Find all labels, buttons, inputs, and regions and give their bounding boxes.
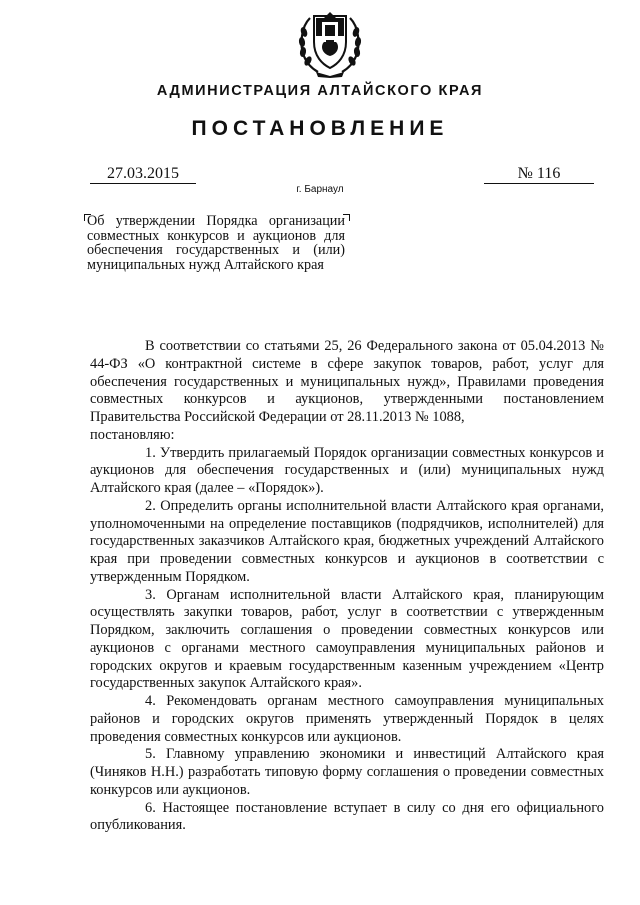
list-item: 1. Утвердить прилагаемый Порядок организации совместных конкурсов и аукционов для обеспечения государственных и (или) муниципальных нужд Алтайского края (далее – «Порядок»).	[90, 444, 604, 496]
list-item: 5. Главному управлению экономики и инвестиций Алтайского края (Чиняков Н.Н.) разработать типовую форму соглашения о проведении совместных конкурсов или аукционов.	[90, 746, 604, 798]
document-subject: Об утверждении Порядка организации совместных конкурсов и аукционов для обеспечения государственных и (или) муниципальных нужд Алтайского края	[87, 213, 345, 273]
list-item: 2. Определить органы исполнительной власти Алтайского края органами, уполномоченными на определение поставщиков (подрядчиков, исполнителей) для государственных заказчиков Алтайского края, бюджетных учреждений Алтайского края при проведении совместных конкурсов и аукционов в соответствии с утвержденным Порядком.	[90, 497, 604, 585]
place-of-issue: г. Барнаул	[296, 184, 344, 195]
decree-word: постановляю:	[90, 426, 175, 443]
coat-of-arms-icon	[296, 6, 364, 78]
organization-name: АДМИНИСТРАЦИЯ АЛТАЙСКОГО КРАЯ	[156, 83, 484, 99]
preamble-paragraph: В соответствии со статьями 25, 26 Федерального закона от 05.04.2013 № 44-ФЗ «О контрактной системе в сфере закупок товаров, работ, услуг для обеспечения государственных и муниципальных нужд», Правилами проведения совместных конкурсов и аукционов, утвержденными постановлением Правительства Российской Федерации от 28.11.2013 № 1088,	[90, 338, 604, 425]
document-date: 27.03.2015	[90, 164, 196, 184]
document-number	[484, 164, 594, 184]
number-sign: №	[517, 165, 533, 182]
list-item: 6. Настоящее постановление вступает в силу со дня его официального опубликования.	[90, 799, 604, 834]
number-value: 116	[536, 165, 561, 182]
document-type-title: ПОСТАНОВЛЕНИЕ	[191, 117, 449, 140]
list-item: 4. Рекомендовать органам местного самоуправления муниципальных районов и городских округов применять утвержденный Порядок в целях проведения совместных конкурсов или аукционов.	[90, 693, 604, 745]
document-body	[90, 338, 604, 835]
list-item: 3. Органам исполнительной власти Алтайского края, планирующим осуществлять закупки товаров, работ, услуг в соответствии с утвержденным Порядком, заключить соглашения о проведении совместных конкурсов или аукционов с органами местного самоуправления муниципальных районов и городских округов и краевым государственным казенным учреждением «Центр государственных закупок Алтайского края».	[90, 586, 604, 692]
